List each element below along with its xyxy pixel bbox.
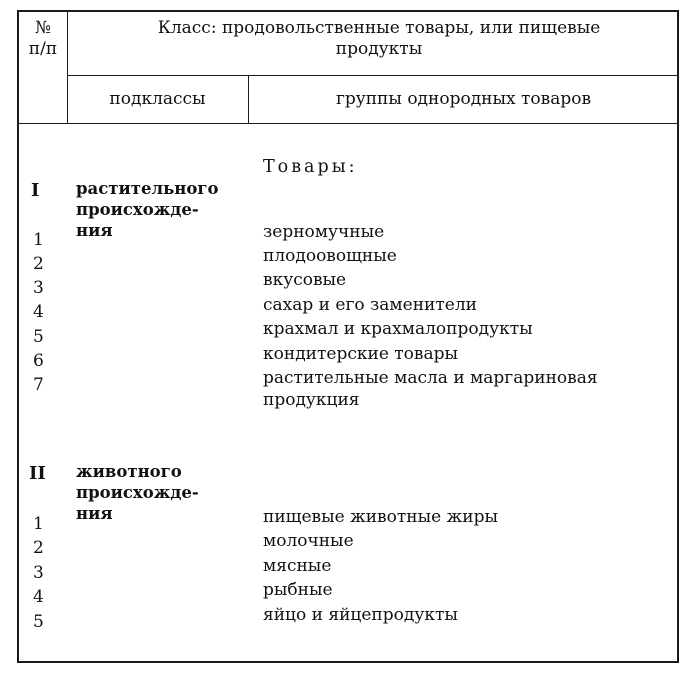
row-divider-header xyxy=(19,123,679,124)
row-number: 5 xyxy=(33,612,44,632)
subclass-line: происхожде- xyxy=(76,483,199,502)
header-number-cell xyxy=(19,18,67,60)
subclass-name xyxy=(76,178,219,241)
group-name: мясные xyxy=(263,556,332,576)
section-roman-numeral: II xyxy=(29,463,46,484)
subclass-line: ния xyxy=(76,504,113,523)
group-name: рыбные xyxy=(263,580,333,600)
subclass-line: ния xyxy=(76,221,113,240)
row-number: 2 xyxy=(33,538,44,558)
group-name: сахар и его заменители xyxy=(263,295,477,315)
row-number: 6 xyxy=(33,351,44,371)
classification-table xyxy=(17,10,679,663)
row-number: 7 xyxy=(33,375,44,395)
goods-label: Товары: xyxy=(263,157,358,177)
row-number: 2 xyxy=(33,254,44,274)
subclass-name xyxy=(76,461,199,524)
row-number: 3 xyxy=(33,563,44,583)
group-name: яйцо и яйцепродукты xyxy=(263,605,458,625)
group-name: плодоовощные xyxy=(263,246,397,266)
subclass-line: животного xyxy=(76,462,182,481)
group-name: крахмал и крахмалопродукты xyxy=(263,319,533,339)
group-name: вкусовые xyxy=(263,270,347,290)
header-number-abbr: п/п xyxy=(28,39,58,59)
row-number: 4 xyxy=(33,587,44,607)
subclass-line: происхожде- xyxy=(76,200,199,219)
subclass-line: растительного xyxy=(76,179,219,198)
group-name: молочные xyxy=(263,531,354,551)
row-number: 1 xyxy=(33,514,44,534)
row-number: 3 xyxy=(33,278,44,298)
header-number-sign: № xyxy=(34,18,52,38)
group-name: кондитерские товары xyxy=(263,344,459,364)
header-groups: группы однородных товаров xyxy=(335,89,592,109)
row-number: 1 xyxy=(33,230,44,250)
section-roman-numeral: I xyxy=(31,180,40,201)
header-subclasses: подклассы xyxy=(109,89,206,109)
group-name: пищевые животные жиры xyxy=(263,507,498,527)
row-divider-class xyxy=(67,75,679,76)
row-number: 5 xyxy=(33,327,44,347)
group-name: зерномучные xyxy=(263,222,385,242)
row-number: 4 xyxy=(33,302,44,322)
header-class-title: Класс: продовольственные товары, или пищевые продукты xyxy=(157,18,601,59)
group-name: растительные масла и маргариновая продукция xyxy=(263,368,598,410)
